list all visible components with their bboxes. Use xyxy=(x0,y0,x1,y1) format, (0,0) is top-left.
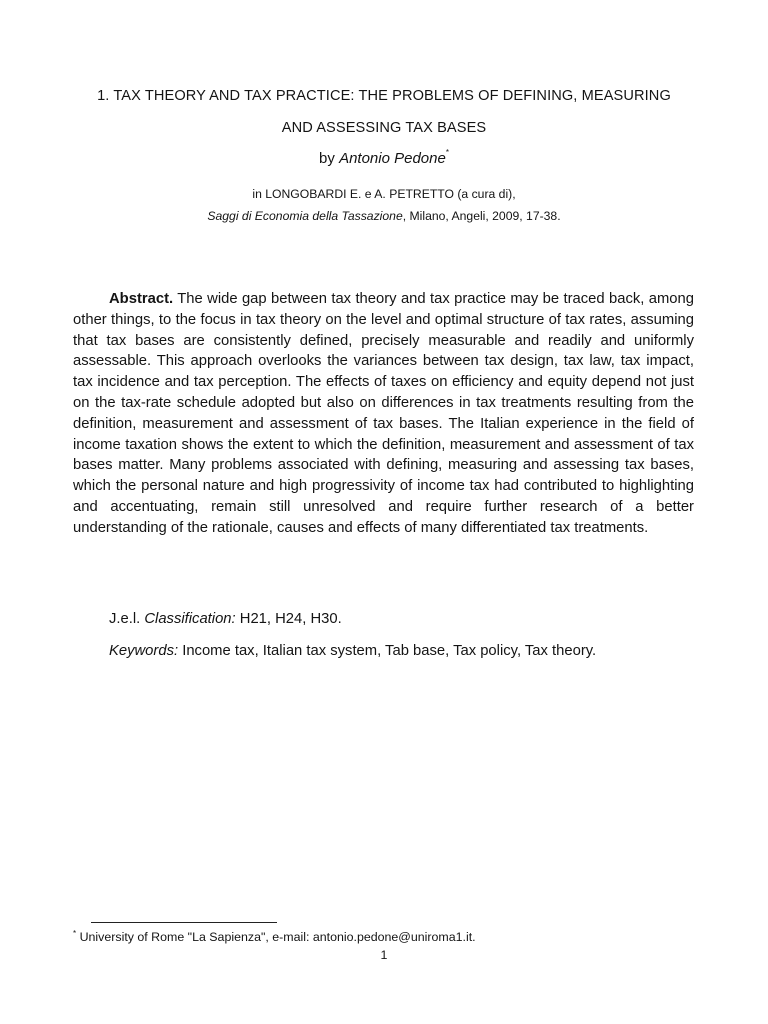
keywords-label: Keywords: xyxy=(109,643,179,659)
keywords xyxy=(109,643,596,659)
paper-title-line-2: AND ASSESSING TAX BASES xyxy=(281,120,487,136)
footnote-divider xyxy=(91,922,277,923)
source-book-title: Saggi di Economia della Tassazione xyxy=(207,209,403,223)
jel-prefix: J.e.l. xyxy=(109,611,145,627)
author-byline xyxy=(0,150,768,167)
author-footnote-marker: * xyxy=(445,148,449,157)
jel-label: Classification: xyxy=(144,611,236,627)
author-name: Antonio Pedone xyxy=(339,150,446,167)
byline-prefix: by xyxy=(319,150,340,167)
page-number: 1 xyxy=(380,948,388,962)
abstract-text: The wide gap between tax theory and tax practice may be traced back, among other things, to the focus in tax theory on the level and optimal structure of tax rates, assuming that tax bases are consistently defined, precisely measurable and readily and uniformly assessable. This approach overlooks the variances between tax design, tax law, tax impact, tax incidence and tax perception. The effects of taxes on efficiency and equity depend not just on the tax-rate schedule adopted but also on differences in tax treatments resulting from the definition, measurement and assessment of tax bases. The Italian experience in the field of income taxation shows the extent to which the definition, measurement and assessment of tax bases matter. Many problems associated with defining, measuring and assessing tax bases, which the personal nature and high progressivity of income tax had contributed to highlighting and accentuating, remain still unresolved and require further research of a better understanding of the rationale, causes and effects of many differentiated tax treatments. xyxy=(73,291,694,536)
source-publication xyxy=(0,209,768,223)
footnote-marker: * xyxy=(73,929,77,938)
footnote xyxy=(73,930,476,944)
source-book-details: , Milano, Angeli, 2009, 17-38. xyxy=(402,209,561,223)
paper-title-line-1: 1. TAX THEORY AND TAX PRACTICE: THE PROBLEMS OF DEFINING, MEASURING xyxy=(97,88,671,104)
source-editors: in LONGOBARDI E. e A. PETRETTO (a cura di), xyxy=(252,187,516,201)
footnote-text: University of Rome "La Sapienza", e-mail: antonio.pedone@uniroma1.it. xyxy=(76,930,476,944)
keywords-list: Income tax, Italian tax system, Tab base, Tax policy, Tax theory. xyxy=(178,643,597,659)
abstract-label: Abstract. xyxy=(109,291,174,307)
abstract-paragraph xyxy=(73,289,694,539)
jel-classification xyxy=(109,611,342,627)
jel-codes: H21, H24, H30. xyxy=(235,611,342,627)
